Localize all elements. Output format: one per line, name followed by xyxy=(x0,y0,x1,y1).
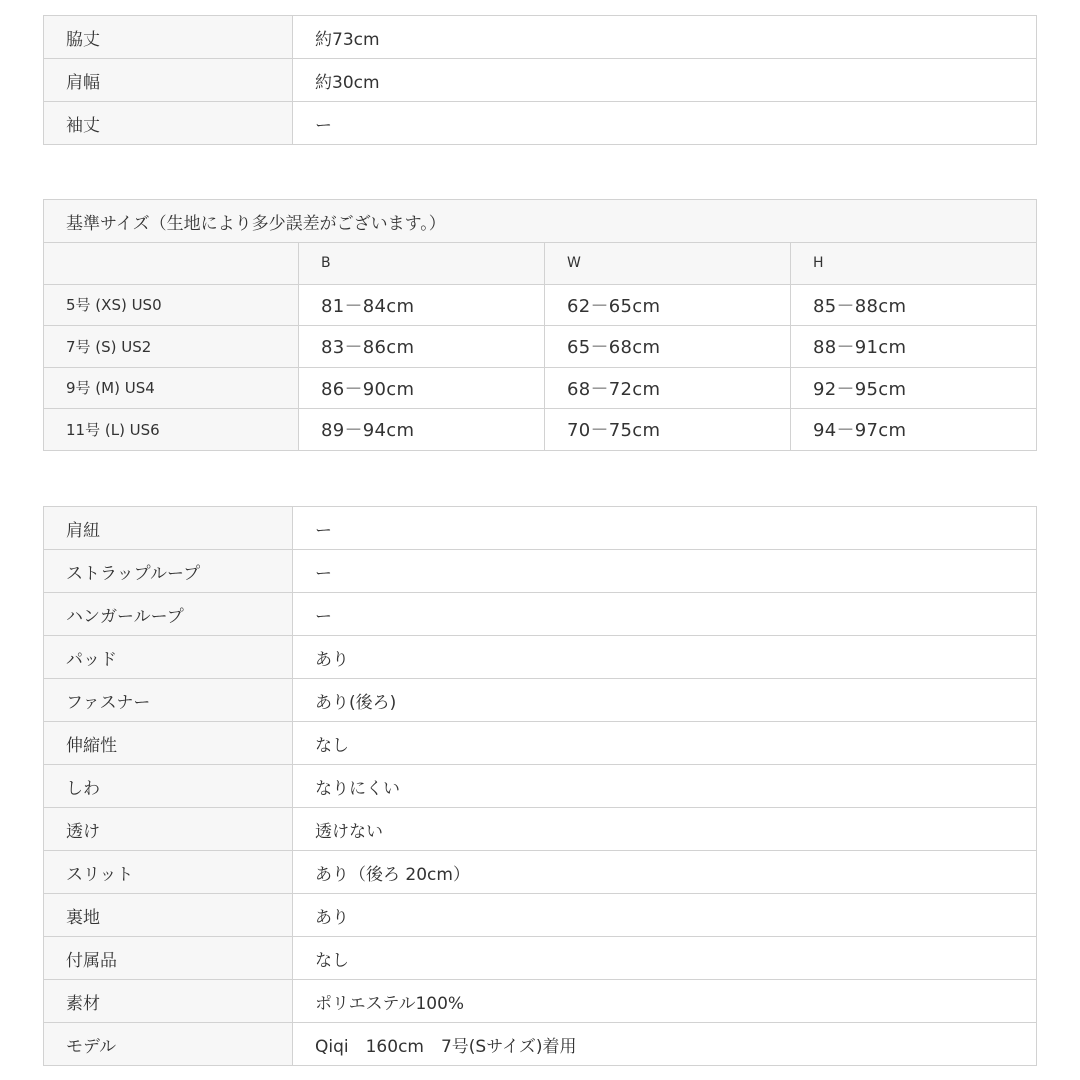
row-label: 肩紐 xyxy=(44,507,293,550)
size-table xyxy=(43,199,1037,451)
row-value: 約73cm xyxy=(293,16,1037,59)
waist-value: 70－75cm xyxy=(545,409,791,451)
row-value: なりにくい xyxy=(293,765,1037,808)
row-label: 付属品 xyxy=(44,937,293,980)
size-table-caption-row xyxy=(44,200,1037,243)
table-row xyxy=(44,851,1037,894)
table-row xyxy=(44,937,1037,980)
table-row xyxy=(44,507,1037,550)
row-value: ー xyxy=(293,102,1037,145)
hip-value: 94－97cm xyxy=(791,409,1037,451)
column-header-hip: H xyxy=(791,243,1037,285)
details-table xyxy=(43,506,1037,1066)
row-value: 透けない xyxy=(293,808,1037,851)
row-value: あり（後ろ 20cm） xyxy=(293,851,1037,894)
table-row xyxy=(44,808,1037,851)
row-value: ポリエステル100% xyxy=(293,980,1037,1023)
size-label: 7号 (S) US2 xyxy=(44,326,299,368)
row-label: ハンガーループ xyxy=(44,593,293,636)
table-row xyxy=(44,326,1037,368)
row-value: なし xyxy=(293,937,1037,980)
measurements-table xyxy=(43,15,1037,145)
column-header-bust: B xyxy=(299,243,545,285)
row-value: あり xyxy=(293,636,1037,679)
row-label: 肩幅 xyxy=(44,59,293,102)
table-row xyxy=(44,980,1037,1023)
table-row xyxy=(44,636,1037,679)
waist-value: 62－65cm xyxy=(545,284,791,326)
row-value: ー xyxy=(293,550,1037,593)
row-label: パッド xyxy=(44,636,293,679)
row-label: 素材 xyxy=(44,980,293,1023)
row-label: ストラップループ xyxy=(44,550,293,593)
row-value: 約30cm xyxy=(293,59,1037,102)
table-row xyxy=(44,894,1037,937)
bust-value: 81－84cm xyxy=(299,284,545,326)
table-row xyxy=(44,284,1037,326)
row-value: あり(後ろ) xyxy=(293,679,1037,722)
bust-value: 83－86cm xyxy=(299,326,545,368)
size-table-caption: 基準サイズ（生地により多少誤差がございます。） xyxy=(44,200,1037,243)
column-header-waist: W xyxy=(545,243,791,285)
hip-value: 85－88cm xyxy=(791,284,1037,326)
row-label: 裏地 xyxy=(44,894,293,937)
table-row xyxy=(44,102,1037,145)
row-value: ー xyxy=(293,593,1037,636)
row-label: 脇丈 xyxy=(44,16,293,59)
table-row xyxy=(44,1023,1037,1066)
row-label: 透け xyxy=(44,808,293,851)
table-row xyxy=(44,367,1037,409)
row-label: しわ xyxy=(44,765,293,808)
waist-value: 65－68cm xyxy=(545,326,791,368)
row-value: Qiqi 160cm 7号(Sサイズ)着用 xyxy=(293,1023,1037,1066)
size-label: 11号 (L) US6 xyxy=(44,409,299,451)
table-row xyxy=(44,679,1037,722)
row-value: あり xyxy=(293,894,1037,937)
table-row xyxy=(44,409,1037,451)
size-table-header xyxy=(44,243,1037,285)
table-row xyxy=(44,16,1037,59)
row-label: スリット xyxy=(44,851,293,894)
table-row xyxy=(44,59,1037,102)
waist-value: 68－72cm xyxy=(545,367,791,409)
row-label: 袖丈 xyxy=(44,102,293,145)
row-value: ー xyxy=(293,507,1037,550)
bust-value: 86－90cm xyxy=(299,367,545,409)
table-row xyxy=(44,550,1037,593)
table-row xyxy=(44,722,1037,765)
bust-value: 89－94cm xyxy=(299,409,545,451)
table-row xyxy=(44,593,1037,636)
row-value: なし xyxy=(293,722,1037,765)
row-label: ファスナー xyxy=(44,679,293,722)
row-label: 伸縮性 xyxy=(44,722,293,765)
hip-value: 88－91cm xyxy=(791,326,1037,368)
row-label: モデル xyxy=(44,1023,293,1066)
hip-value: 92－95cm xyxy=(791,367,1037,409)
size-label: 9号 (M) US4 xyxy=(44,367,299,409)
table-row xyxy=(44,765,1037,808)
size-label: 5号 (XS) US0 xyxy=(44,284,299,326)
column-header-size xyxy=(44,243,299,285)
